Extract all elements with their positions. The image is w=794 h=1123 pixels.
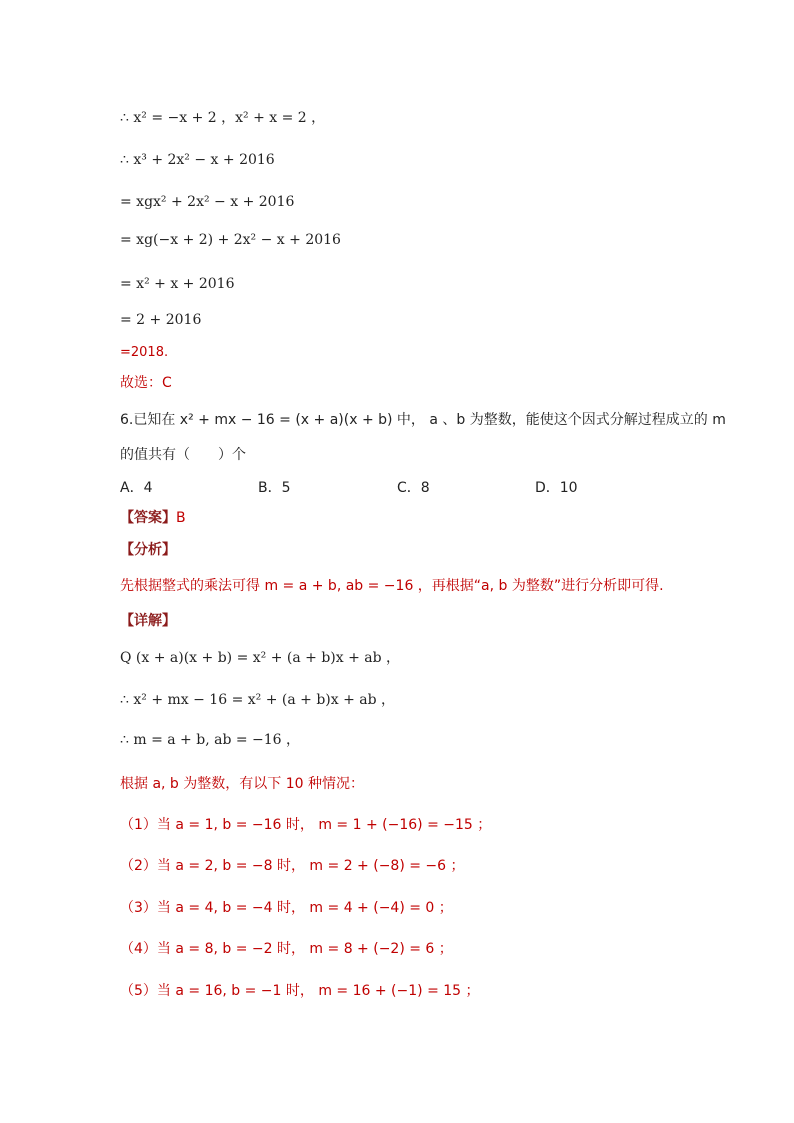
solution-result: =2018. xyxy=(120,345,169,360)
detail-step-2: ∴ x² + mx − 16 = x² + (a + b)x + ab ， xyxy=(120,692,396,708)
cases-intro: 根据 a, b 为整数，有以下 10 种情况： xyxy=(120,776,364,792)
case-item: （1）当 a = 1, b = −16 时， m = 1 + (−16) = −15 ； xyxy=(120,817,492,833)
solution-step-4: = xg(−x + 2) + 2x² − x + 2016 xyxy=(120,232,341,248)
analysis-text: 先根据整式的乘法可得 m = a + b, ab = −16 ，再根据“a, b 为整数”进行分析即可得. xyxy=(120,578,664,594)
case-item: （3）当 a = 4, b = −4 时， m = 4 + (−4) = 0 ； xyxy=(120,900,453,916)
solution-step-1: ∴ x² = −x + 2 ，x² + x = 2 ， xyxy=(120,110,326,126)
case-item: （5）当 a = 16, b = −1 时， m = 16 + (−1) = 15 ； xyxy=(120,983,480,999)
solution-step-6: = 2 + 2016 xyxy=(120,312,202,328)
answer-choice: 故选：C xyxy=(120,375,172,391)
analysis-label: 【分析】 xyxy=(120,542,176,558)
question-6-options xyxy=(120,478,680,498)
option-c: C．8 xyxy=(397,480,430,496)
case-item: （4）当 a = 8, b = −2 时， m = 8 + (−2) = 6 ； xyxy=(120,941,453,957)
case-item: （2）当 a = 2, b = −8 时， m = 2 + (−8) = −6 ； xyxy=(120,858,465,874)
option-a: A．4 xyxy=(120,480,153,496)
detail-step-1: Q (x + a)(x + b) = x² + (a + b)x + ab ， xyxy=(120,650,401,666)
option-b: B．5 xyxy=(258,480,291,496)
answer-section xyxy=(120,508,186,528)
option-d: D．10 xyxy=(535,480,578,496)
answer-value: B xyxy=(176,510,186,526)
solution-step-2: ∴ x³ + 2x² − x + 2016 xyxy=(120,152,275,168)
detail-label: 【详解】 xyxy=(120,613,176,629)
solution-step-5: = x² + x + 2016 xyxy=(120,276,235,292)
solution-step-3: = xgx² + 2x² − x + 2016 xyxy=(120,194,295,210)
question-6-stem: 6.已知在 x² + mx − 16 = (x + a)(x + b) 中， a 、b 为整数，能使这个因式分解过程成立的 m xyxy=(120,412,726,428)
answer-label: 【答案】 xyxy=(120,510,176,526)
detail-step-3: ∴ m = a + b, ab = −16 ， xyxy=(120,732,301,748)
question-6-stem-continued: 的值共有（ ）个 xyxy=(120,447,246,463)
